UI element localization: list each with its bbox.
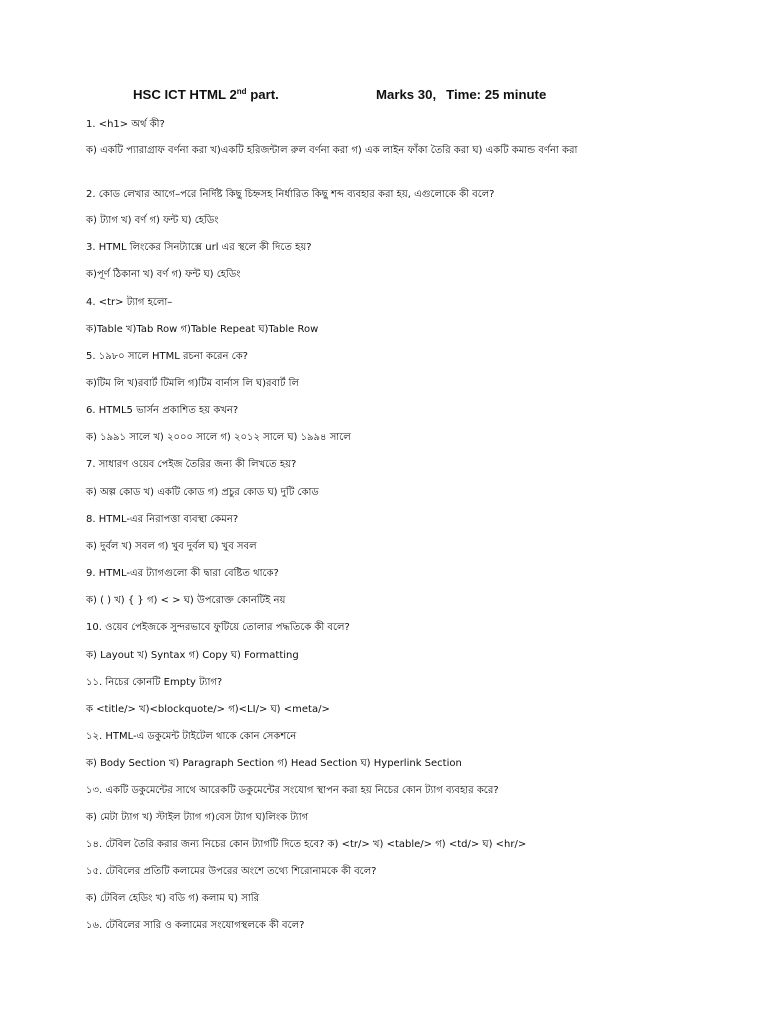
question-line: ১৩. একটি ডকুমেন্টের সাথে আরেকটি ডকুমেন্টের সংযোগ স্থাপন করা হয় নিচের কোন ট্যাগ ব্যবহার করে?	[86, 785, 499, 796]
exam-meta	[376, 87, 546, 102]
question-line: ১৫. টেবিলের প্রতিটি কলামের উপরের অংশে তথ্যে শিরোনামকে কী বলে?	[86, 866, 377, 877]
option-line: ক) মেটা ট্যাগ খ) স্টাইল ট্যাগ গ)বেস ট্যাগ ঘ)লিংক ট্যাগ	[86, 812, 309, 823]
option-line: ক <title/> খ)<blockquote/> গ)<LI/> ঘ) <meta/>	[86, 704, 330, 715]
question-line: 3. HTML লিংকের সিনট্যাক্সে url এর স্থলে কী দিতে হয়?	[86, 242, 312, 253]
exam-title-suffix: part.	[246, 87, 279, 102]
question-line: 5. ১৯৮০ সালে HTML রচনা করেন কে?	[86, 351, 248, 362]
option-line: ক) টেবিল হেডিং খ) বডি গ) কলাম ঘ) সারি	[86, 893, 260, 904]
question-line: 4. <tr> ট্যাগ হলো–	[86, 297, 173, 308]
question-line: ১৬. টেবিলের সারি ও কলামের সংযোগস্থলকে কী বলে?	[86, 920, 305, 931]
question-line: ১২. HTML-এ ডকুমেন্ট টাইটেল থাকে কোন সেকশনে	[86, 731, 297, 742]
option-line: ক)পূর্ণ ঠিকানা খ) বর্ণ গ) ফন্ট ঘ) হেডিং	[86, 269, 241, 280]
exam-title	[133, 87, 279, 102]
option-line: ক) Body Section খ) Paragraph Section গ) Head Section ঘ) Hyperlink Section	[86, 758, 462, 769]
question-line: 1. <h1> অর্থ কী?	[86, 119, 165, 130]
option-line: ক) ট্যাগ খ) বর্ণ গ) ফন্ট ঘ) হেডিং	[86, 215, 219, 226]
exam-title-prefix: HSC ICT HTML 2	[133, 87, 237, 102]
question-line: 7. সাধারণ ওয়েব পেইজ তৈরির জন্য কী লিখতে হয়?	[86, 459, 297, 470]
option-line: ক)Table খ)Tab Row গ)Table Repeat ঘ)Table Row	[86, 324, 319, 335]
option-line: ক)টিম লি খ)রবার্ট টিমলি গ)টিম বার্নাস লি ঘ)রবার্ট লি	[86, 378, 299, 389]
option-line: ক) Layout খ) Syntax গ) Copy ঘ) Formatting	[86, 650, 299, 661]
question-line: 10. ওয়েব পেইজকে সুন্দরভাবে ফুটিয়ে তোলার পদ্ধতিকে কী বলে?	[86, 622, 350, 633]
option-line: ক) দুর্বল খ) সবল গ) খুব দুর্বল ঘ) খুব সবল	[86, 541, 257, 552]
exam-marks: Marks 30,	[376, 87, 437, 102]
question-line: 8. HTML-এর নিরাপত্তা ব্যবস্থা কেমন?	[86, 514, 239, 525]
question-line: ১৪. টেবিল তৈরি করার জন্য নিচের কোন ট্যাগটি দিতে হবে? ক) <tr/> খ) <table/> গ) <td/> ঘ) <hr/>	[86, 839, 527, 850]
option-line: ক) ( ) খ) { } গ) < > ঘ) উপরোক্ত কোনটিই নয়	[86, 595, 286, 606]
question-line: 2. কোড লেখার আগে–পরে নির্দিষ্ট কিছু চিহ্নসহ নির্ধারিত কিছু শব্দ ব্যবহার করা হয়, এগুলোকে কী বলে?	[86, 189, 495, 200]
option-line: ক) ১৯৯১ সালে খ) ২০০০ সালে গ) ২০১২ সালে ঘ) ১৯৯৪ সালে	[86, 432, 351, 443]
exam-title-superscript: nd	[236, 87, 247, 96]
option-line: ক) একটি প্যারাগ্রাফ বর্ণনা করা খ)একটি হরিজন্টাল রুল বর্ণনা করা গ) এক লাইন ফাঁকা তৈরি করা ঘ) একটি কমান্ড বর্ণনা করা	[86, 145, 578, 156]
option-line: ক) অল্প কোড খ) একটি কোড গ) প্রচুর কোড ঘ) দুটি কোড	[86, 487, 319, 498]
exam-time: Time: 25 minute	[446, 87, 547, 102]
question-line: 6. HTML5 ভার্সন প্রকাশিত হয় কখন?	[86, 405, 239, 416]
question-line: 9. HTML-এর ট্যাগগুলো কী দ্বারা বেষ্টিত থাকে?	[86, 568, 279, 579]
exam-header	[0, 87, 768, 107]
question-line: ১১. নিচের কোনটি Empty ট্যাগ?	[86, 677, 223, 688]
